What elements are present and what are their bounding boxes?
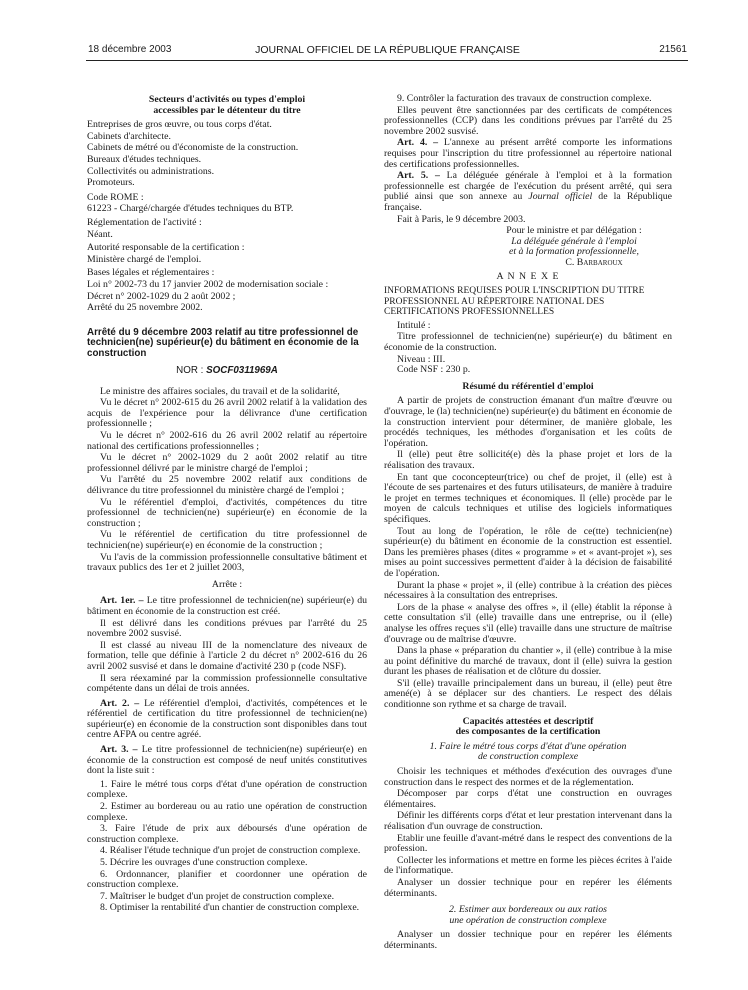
code-nsf: Code NSF : 230 p.	[397, 364, 471, 376]
header-page-number: 21561	[659, 44, 687, 55]
subheading-1: 1. Faire le métré tous corps d'état d'une opération	[429, 740, 627, 752]
autorite-label: Autorité responsable de la certification :	[87, 242, 245, 254]
intitule-value: Titre professionnel de technicien(ne) supérieur(e) du bâtiment en économie de la construction.	[384, 331, 672, 354]
bases-item: Arrêté du 25 novembre 2002.	[87, 302, 203, 314]
signature-block	[476, 226, 672, 268]
sub1-para: Choisir les techniques et méthodes d'exécution des ouvrages d'une construction dans le respect des normes et de la réglementation.	[384, 766, 672, 788]
sector-item: Cabinets d'architecte.	[87, 130, 171, 142]
art5-journal: Journal officiel	[528, 191, 593, 203]
art1-para: Il est délivré dans les conditions prévues par l'arrêté du 25 novembre 2002 susvisé.	[87, 617, 367, 640]
capacites-heading: des composantes de la certification	[455, 726, 601, 738]
right-column	[384, 94, 672, 953]
unit-item: 1. Faire le métré tous corps d'état d'une opération de construction complexe.	[87, 778, 367, 801]
art2-para	[87, 699, 367, 741]
resume-heading: Résumé du référentiel d'emploi	[462, 380, 594, 392]
signature-name: C. Barbaroux	[565, 256, 623, 268]
bases-item: Décret n° 2002-1029 du 2 août 2002 ;	[87, 290, 236, 302]
sub1-para: Décomposer par corps d'état une construction en ouvrages élémentaires.	[384, 788, 672, 810]
art2-label: Art. 2. –	[100, 697, 140, 709]
niveau: Niveau : III.	[397, 353, 446, 365]
header-date: 18 décembre 2003	[88, 44, 172, 55]
art3-para	[87, 745, 367, 777]
art4-text: L'annexe au présent arrêté comporte les informations requises pour l'inscription du titre professionnel au répertoire national des certifications professionnelles.	[384, 137, 673, 170]
sub1-para: Définir les différents corps d'état et leur prestation intervenant dans la réalisation d'un ouvrage de construction.	[384, 810, 672, 832]
page-header	[88, 44, 687, 58]
fait-line: Fait à Paris, le 9 décembre 2003.	[397, 213, 526, 225]
resume-para: A partir de projets de construction émanant d'un maître d'œuvre ou d'ouvrage, le (la) technicien(ne) supérieur(e) du bâtiment en économie de la construction intervient pour déterminer, de manière globale, les procédés techniques, les méthodes d'organisation et les coûts de l'opération.	[384, 395, 672, 449]
arrete-title: Arrêté du 9 décembre 2003 relatif au titre professionnel de technicien(ne) supérieur(e) du bâtiment en économie de la construction	[87, 326, 359, 360]
resume-para: En tant que coconcepteur(trice) ou chef de projet, il (elle) est à l'écoute de ses partenaires et des futurs utilisateurs, de manière à traduire le projet en termes techniques et économiques. Il (elle) procède par le moyen de calculs techniques et utilise des logiciels informatiques spécifiques.	[384, 471, 672, 525]
unit-item: 3. Faire l'étude de prix aux déboursés d'une opération de construction complexe.	[87, 823, 367, 845]
annexe-heading: A N N E X E	[496, 270, 560, 282]
bases-label: Bases légales et réglementaires :	[87, 267, 215, 279]
sector-heading: accessibles par le détenteur du titre	[153, 104, 301, 116]
nor-line	[87, 366, 367, 377]
resume-para: Tout au long de l'opération, le rôle de ce(tte) technicien(ne) supérieur(e) du bâtiment en économie de la construction est essentiel. Dans les premières phases (dites « programme » et « avant-projet »), ses mises au point successives permettent d'aider à la décision de faisabilité de l'opération.	[384, 525, 672, 579]
art5-text: La déléguée générale à l'emploi et à la formation professionnelle est chargée de l'exécution du présent arrêté, qui sera publié ainsi que son annexe au	[384, 170, 673, 203]
reglementation-value: Néant.	[87, 228, 113, 240]
resume-para: Il (elle) peut être sollicité(e) dès la phase projet et lors de la réalisation des travaux.	[384, 449, 672, 471]
art5-para	[384, 171, 672, 213]
resume-para: Dans la phase « préparation du chantier », il (elle) contribue à la mise au point définitive du marché de travaux, dont il (elle) suivra la gestion durant les phases de réalisation et de clôture du dossier.	[384, 645, 672, 678]
visa-item: Vu le décret n° 2002-616 du 26 avril 2002 relatif au répertoire national des certifications professionnelles ;	[87, 430, 367, 452]
reglementation-label: Réglementation de l'activité :	[87, 216, 202, 228]
visa-item: Vu le décret n° 2002-1029 du 2 août 2002 relatif au titre professionnel délivré par le ministre chargé de l'emploi ;	[87, 452, 367, 474]
sector-item: Collectivités ou administrations.	[87, 165, 215, 177]
nor-value: SOCF0311969A	[206, 365, 278, 377]
unit-item: 2. Estimer au bordereau ou au ratio une opération de construction complexe.	[87, 801, 367, 823]
sub1-para: Collecter les informations et mettre en forme les pièces écrites à l'aide de l'informatique.	[384, 854, 672, 877]
signature-line: et à la formation professionnelle,	[509, 246, 639, 258]
sub1-list	[384, 767, 672, 899]
sector-item: Promoteurs.	[87, 177, 135, 189]
sector-list	[87, 120, 367, 189]
resume-para: Lors de la phase « analyse des offres », il (elle) établit la réponse à cette consultation s'il (elle) travaille dans une entreprise, ou il (elle) analyse les offres reçues s'il (elle) travaille dans une structure de maîtrise d'ouvrage ou de maîtrise d'œuvre.	[384, 601, 672, 645]
art1-para: Il sera réexaminé par la commission professionnelle consultative compétente dans un délai de trois années.	[87, 672, 367, 695]
art5-label: Art. 5. –	[397, 170, 440, 182]
resume-para: S'il (elle) travaille principalement dans un bureau, il (elle) peut être amené(e) à se déplacer sur des chantiers. Le respect des délais conditionne son rythme et sa charge de travail.	[384, 677, 672, 711]
art3-text: Le titre professionnel de technicien(ne) supérieur(e) en économie de la construction est composé de neuf unités constitutives dont la liste suit :	[87, 744, 368, 777]
bases-item: Loi n° 2002-73 du 17 janvier 2002 de modernisation sociale :	[87, 278, 329, 290]
art5-text: de la République française.	[384, 191, 672, 213]
sector-item: Bureaux d'études techniques.	[87, 153, 202, 165]
sector-item: Entreprises de gros œuvre, ou tous corps d'état.	[87, 119, 272, 131]
unit-9: 9. Contrôler la facturation des travaux de construction complexe.	[397, 93, 652, 104]
visa-item: Vu l'arrêté du 25 novembre 2002 relatif aux conditions de délivrance du titre professionnel du ministère chargé de l'emploi ;	[87, 474, 367, 497]
ccp-text: Elles peuvent être sanctionnées par des certificats de compétences professionnelles (CCP) dans les conditions prévues par l'arrêté du 25 novembre 2002 susvisé.	[384, 104, 672, 137]
unit-item: 5. Décrire les ouvrages d'une construction complexe.	[100, 857, 308, 869]
unit-item: 7. Maîtriser le budget d'un projet de construction complexe.	[100, 890, 335, 902]
unit-item: 4. Réaliser l'étude technique d'un projet de construction complexe.	[100, 845, 361, 857]
resume-list	[384, 396, 672, 710]
header-journal-title: JOURNAL OFFICIEL DE LA RÉPUBLIQUE FRANÇAISE	[255, 44, 520, 56]
visa-item: Vu le référentiel d'emploi, d'activités, compétences du titre professionnel de technicien(ne) supérieur(e) en économie de la construction ;	[87, 496, 367, 529]
sub2-para: Analyser un dossier technique pour en repérer les éléments déterminants.	[384, 929, 672, 951]
rome-label: Code ROME :	[87, 191, 144, 203]
sector-item: Cabinets de métré ou d'économiste de la construction.	[87, 142, 299, 154]
informations-heading: INFORMATIONS REQUISES POUR L'INSCRIPTION DU TITRE PROFESSIONNEL AU RÉPERTOIRE NATIONAL DES CERTIFICATIONS PROFESSIONNELLES	[384, 286, 645, 318]
unit-item: 6. Ordonnancer, planifier et coordonner une opération de construction complexe.	[87, 868, 367, 891]
art1-label: Art. 1er. –	[100, 595, 144, 607]
nor-label: NOR :	[176, 365, 204, 377]
visa-item: Vu le décret n° 2002-615 du 26 avril 2002 relatif à la validation des acquis de l'expérience pour la délivrance d'une certification professionnelle ;	[87, 397, 367, 430]
resume-para: Durant la phase « projet », il (elle) contribue à la création des pièces nécessaires à la consultation des entreprises.	[384, 579, 672, 602]
art2-text: Le référentiel d'emploi, d'activités, compétences et le référentiel de certification du titre professionnel de technicien(ne) supérieur(e) en économie de la construction sont disponibles dans tout centre AFPA ou centre agréé.	[87, 697, 368, 741]
visa-item: Vu l'avis de la commission professionnelle consultative bâtiment et travaux publics des 1er et 2 juillet 2003,	[87, 551, 367, 574]
autorite-value: Ministère chargé de l'emploi.	[87, 253, 202, 265]
visa-item: Le ministre des affaires sociales, du travail et de la solidarité,	[100, 385, 340, 397]
art3-label: Art. 3. –	[100, 744, 138, 756]
header-rule	[86, 60, 688, 61]
art1-text: Le titre professionnel de technicien(ne) supérieur(e) du bâtiment en économie de la construction est créé.	[87, 595, 368, 617]
subheading-1: de construction complexe	[477, 751, 579, 763]
capacites-heading: Capacités attestées et descriptif	[462, 715, 594, 727]
sector-heading: Secteurs d'activités ou types d'emploi	[148, 94, 306, 105]
visa-item: Vu le référentiel de certification du titre professionnel de technicien(ne) supérieur(e) en économie de la construction ;	[87, 529, 367, 551]
left-column	[87, 95, 367, 915]
unit-item: 8. Optimiser la rentabilité d'un chantier de construction complexe.	[100, 902, 360, 914]
unit-list	[87, 780, 367, 914]
visa-list	[87, 387, 367, 574]
signature-line: Pour le ministre et par délégation :	[506, 225, 642, 237]
art4-label: Art. 4. –	[397, 137, 439, 149]
signature-line: La déléguée générale à l'emploi	[511, 235, 637, 247]
subheading-2: 2. Estimer aux bordereaux ou aux ratios	[449, 904, 607, 916]
rome-value: 61223 - Chargé/chargée d'études techniques du BTP.	[87, 203, 294, 215]
art4-para	[384, 138, 672, 170]
bases-list	[87, 280, 367, 314]
intitule-label: Intitulé :	[397, 319, 431, 331]
sub1-para: Analyser un dossier technique pour en repérer les éléments déterminants.	[384, 876, 672, 899]
art1-para: Il est classé au niveau III de la nomenclature des niveaux de formation, telle que définie à l'article 2 du décret n° 2002-616 du 26 avril 2002 susvisé et dans le domaine d'activité 230 p (code NSF).	[87, 639, 367, 672]
arrete-word: Arrête :	[211, 578, 243, 590]
subheading-2: une opération de construction complexe	[449, 914, 607, 926]
art1-first	[87, 596, 367, 617]
sub1-para: Etablir une feuille d'avant-métré dans le respect des conventions de la profession.	[384, 832, 672, 855]
